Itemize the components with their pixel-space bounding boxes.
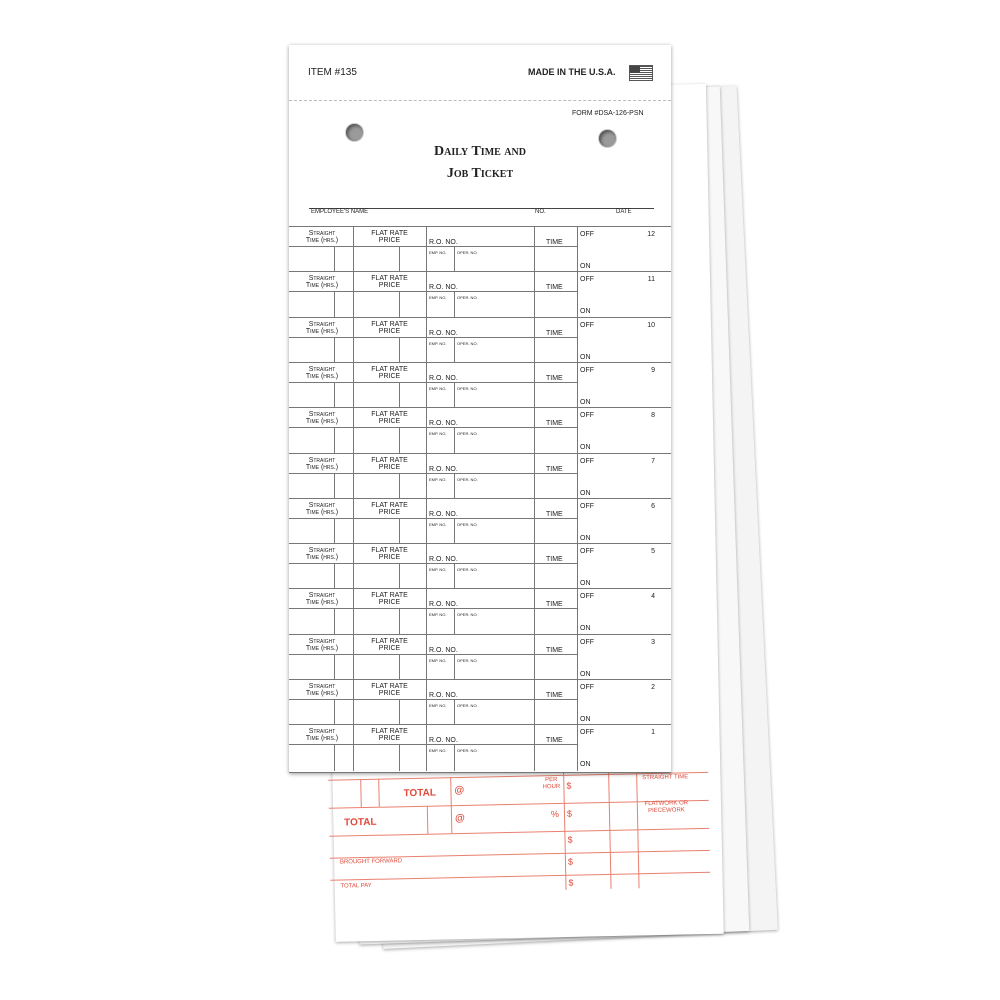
row-divider bbox=[426, 454, 427, 499]
row-divider bbox=[353, 363, 354, 408]
row-divider bbox=[577, 363, 578, 408]
dollar-label-2: $ bbox=[566, 808, 573, 819]
on-label: ON bbox=[580, 580, 591, 588]
off-label: OFF bbox=[580, 366, 594, 374]
row-divider bbox=[334, 519, 335, 544]
ro-no-label: R.O. NO. bbox=[429, 239, 458, 246]
row-divider bbox=[577, 499, 578, 544]
row-divider bbox=[577, 227, 578, 272]
percent-label: % bbox=[550, 808, 560, 820]
row-divider bbox=[399, 383, 400, 408]
row-divider bbox=[334, 609, 335, 634]
price-label: PRICE bbox=[378, 327, 401, 335]
price-label: PRICE bbox=[378, 644, 401, 652]
row-number: 5 bbox=[651, 548, 655, 556]
row-divider bbox=[399, 519, 400, 544]
row-midline bbox=[289, 473, 577, 474]
flatwork-label: FLATWORK OR PIECEWORK bbox=[644, 800, 689, 815]
row-divider bbox=[426, 408, 427, 453]
ro-no-label: R.O. NO. bbox=[429, 465, 458, 473]
row-divider bbox=[334, 383, 335, 408]
oper-no-label: OPER. NO. bbox=[457, 703, 478, 708]
row-divider bbox=[577, 544, 578, 589]
emp-no-label: EMP. NO. bbox=[429, 748, 447, 754]
row-midline bbox=[289, 654, 577, 655]
row-divider bbox=[426, 589, 427, 634]
ro-no-label: R.O. NO. bbox=[429, 284, 458, 292]
row-divider bbox=[577, 318, 578, 363]
at-label-1: @ bbox=[454, 784, 465, 797]
row-divider bbox=[534, 499, 535, 544]
row-divider bbox=[353, 318, 354, 363]
time-label: TIME bbox=[546, 284, 563, 292]
row-number: 10 bbox=[647, 321, 655, 329]
row-divider bbox=[454, 247, 455, 272]
time-hrs-label: Time (hrs.) bbox=[305, 508, 339, 516]
row-divider bbox=[454, 292, 455, 317]
row-divider bbox=[334, 247, 335, 272]
ro-no-label: R.O. NO. bbox=[429, 692, 458, 699]
row-divider bbox=[334, 564, 335, 589]
emp-no-label: EMP. NO. bbox=[429, 295, 447, 301]
price-label: PRICE bbox=[378, 418, 401, 426]
row-divider bbox=[454, 745, 455, 770]
on-label: ON bbox=[580, 625, 591, 633]
row-divider bbox=[534, 318, 535, 363]
emp-no-label: EMP. NO. bbox=[429, 567, 447, 573]
straight-time-label: STRAIGHT TIME bbox=[642, 774, 689, 782]
form-bottom-line bbox=[289, 772, 671, 773]
time-row bbox=[289, 679, 671, 725]
time-row bbox=[289, 271, 671, 317]
on-label: ON bbox=[580, 353, 591, 361]
price-label: PRICE bbox=[378, 372, 401, 380]
pay-divider bbox=[608, 764, 612, 889]
row-divider bbox=[534, 363, 535, 408]
row-divider bbox=[577, 635, 578, 680]
ro-no-label: R.O. NO. bbox=[429, 646, 458, 654]
no-label: NO. bbox=[535, 209, 546, 215]
row-midline bbox=[289, 608, 577, 609]
row-divider bbox=[577, 725, 578, 770]
pay-divider bbox=[636, 763, 640, 888]
ro-no-label: R.O. NO. bbox=[429, 510, 458, 518]
ticket-stub bbox=[289, 45, 671, 100]
row-number: 9 bbox=[651, 366, 655, 374]
emp-no-label: EMP. NO. bbox=[429, 250, 447, 255]
employee-name-label: EMPLOYEE'S NAME bbox=[311, 209, 369, 215]
row-divider bbox=[353, 499, 354, 544]
row-divider bbox=[334, 474, 335, 499]
on-label: ON bbox=[580, 670, 591, 678]
pay-divider bbox=[360, 779, 362, 807]
oper-no-label: OPER. NO. bbox=[457, 567, 478, 573]
per-hour-label: PER HOUR bbox=[542, 776, 561, 791]
row-divider bbox=[353, 589, 354, 634]
row-midline bbox=[289, 744, 577, 745]
ro-no-label: R.O. NO. bbox=[429, 601, 458, 609]
flat-rate-label: FLAT RATE bbox=[371, 592, 408, 600]
flat-rate-label: FLAT RATE bbox=[371, 320, 408, 328]
made-in-label: MADE IN THE U.S.A. bbox=[528, 67, 616, 77]
flat-rate-label: FLAT RATE bbox=[371, 728, 408, 736]
pay-divider bbox=[427, 806, 429, 834]
date-label: DATE bbox=[616, 209, 632, 215]
row-divider bbox=[399, 745, 400, 770]
row-divider bbox=[426, 544, 427, 589]
row-divider bbox=[334, 428, 335, 453]
emp-no-label: EMP. NO. bbox=[429, 521, 447, 527]
at-label-2: @ bbox=[454, 812, 465, 825]
row-midline bbox=[289, 518, 577, 519]
row-divider bbox=[534, 227, 535, 272]
time-label: TIME bbox=[546, 329, 563, 337]
emp-no-label: EMP. NO. bbox=[429, 612, 447, 618]
row-divider bbox=[426, 227, 427, 272]
time-hrs-label: Time (hrs.) bbox=[305, 463, 339, 471]
time-row bbox=[289, 498, 671, 544]
emp-no-label: EMP. NO. bbox=[429, 657, 447, 663]
row-divider bbox=[534, 272, 535, 317]
time-label: TIME bbox=[546, 239, 563, 246]
row-number: 3 bbox=[651, 638, 655, 646]
flat-rate-label: FLAT RATE bbox=[371, 501, 408, 509]
flat-rate-label: FLAT RATE bbox=[371, 275, 408, 283]
row-divider bbox=[534, 680, 535, 725]
time-label: TIME bbox=[546, 601, 563, 609]
ro-no-label: R.O. NO. bbox=[429, 737, 458, 745]
punch-hole-icon bbox=[346, 124, 363, 141]
straight-label: Straight bbox=[308, 365, 336, 373]
row-divider bbox=[534, 725, 535, 770]
time-row bbox=[289, 226, 671, 272]
row-divider bbox=[454, 655, 455, 680]
straight-label: Straight bbox=[308, 637, 336, 645]
price-label: PRICE bbox=[378, 554, 401, 562]
row-divider bbox=[577, 408, 578, 453]
pay-line bbox=[329, 828, 709, 837]
time-row bbox=[289, 724, 671, 770]
row-divider bbox=[454, 338, 455, 363]
row-number: 4 bbox=[651, 593, 655, 601]
straight-label: Straight bbox=[308, 456, 336, 464]
straight-label: Straight bbox=[308, 275, 336, 283]
time-hrs-label: Time (hrs.) bbox=[305, 237, 339, 244]
straight-label: Straight bbox=[308, 547, 336, 555]
price-label: PRICE bbox=[378, 599, 401, 607]
straight-label: Straight bbox=[308, 728, 336, 736]
straight-label: Straight bbox=[308, 411, 336, 419]
time-hrs-label: Time (hrs.) bbox=[305, 599, 339, 607]
ro-no-label: R.O. NO. bbox=[429, 420, 458, 428]
straight-label: Straight bbox=[308, 320, 336, 328]
row-midline bbox=[289, 382, 577, 383]
row-divider bbox=[534, 544, 535, 589]
row-divider bbox=[577, 454, 578, 499]
off-label: OFF bbox=[580, 729, 594, 737]
row-divider bbox=[353, 227, 354, 272]
time-hrs-label: Time (hrs.) bbox=[305, 327, 339, 335]
row-divider bbox=[334, 700, 335, 725]
on-label: ON bbox=[580, 489, 591, 497]
off-label: OFF bbox=[580, 412, 594, 420]
time-hrs-label: Time (hrs.) bbox=[305, 282, 339, 290]
on-label: ON bbox=[580, 263, 591, 270]
row-divider bbox=[399, 655, 400, 680]
row-divider bbox=[426, 272, 427, 317]
oper-no-label: OPER. NO. bbox=[457, 340, 478, 346]
flat-rate-label: FLAT RATE bbox=[371, 547, 408, 555]
on-label: ON bbox=[580, 398, 591, 406]
pay-line bbox=[330, 872, 710, 881]
total-label-1: TOTAL bbox=[403, 787, 437, 800]
row-divider bbox=[353, 635, 354, 680]
total-pay-label: TOTAL PAY bbox=[340, 882, 372, 890]
time-hrs-label: Time (hrs.) bbox=[305, 372, 339, 380]
row-number: 7 bbox=[651, 457, 655, 465]
dollar-label-1: $ bbox=[566, 780, 572, 791]
flat-rate-label: FLAT RATE bbox=[371, 230, 408, 237]
time-label: TIME bbox=[546, 556, 563, 564]
row-divider bbox=[353, 680, 354, 725]
pay-line bbox=[330, 850, 710, 859]
emp-no-label: EMP. NO. bbox=[429, 476, 447, 482]
row-number: 2 bbox=[651, 684, 655, 691]
row-midline bbox=[289, 563, 577, 564]
flat-rate-label: FLAT RATE bbox=[371, 365, 408, 373]
row-divider bbox=[426, 680, 427, 725]
time-label: TIME bbox=[546, 465, 563, 473]
off-label: OFF bbox=[580, 321, 594, 329]
ro-no-label: R.O. NO. bbox=[429, 556, 458, 564]
off-label: OFF bbox=[580, 231, 594, 238]
oper-no-label: OPER. NO. bbox=[457, 612, 478, 618]
us-flag-icon bbox=[629, 65, 653, 81]
row-divider bbox=[534, 589, 535, 634]
row-divider bbox=[353, 272, 354, 317]
item-number: ITEM #135 bbox=[308, 67, 357, 78]
flat-rate-label: FLAT RATE bbox=[371, 456, 408, 464]
pay-divider bbox=[378, 779, 380, 807]
brought-forward-label: BROUGHT FORWARD bbox=[339, 858, 403, 866]
time-row bbox=[289, 453, 671, 499]
straight-label: Straight bbox=[308, 230, 336, 237]
row-divider bbox=[353, 454, 354, 499]
oper-no-label: OPER. NO. bbox=[457, 521, 478, 527]
time-row bbox=[289, 317, 671, 363]
emp-no-label: EMP. NO. bbox=[429, 340, 447, 346]
time-hrs-label: Time (hrs.) bbox=[305, 644, 339, 652]
row-midline bbox=[289, 246, 577, 247]
time-hrs-label: Time (hrs.) bbox=[305, 418, 339, 426]
on-label: ON bbox=[580, 308, 591, 316]
row-divider bbox=[399, 700, 400, 725]
row-divider bbox=[399, 474, 400, 499]
emp-no-label: EMP. NO. bbox=[429, 703, 447, 708]
time-label: TIME bbox=[546, 374, 563, 382]
row-divider bbox=[334, 338, 335, 363]
dollar-label-4: $ bbox=[567, 856, 574, 867]
row-divider bbox=[454, 519, 455, 544]
row-divider bbox=[454, 428, 455, 453]
row-divider bbox=[534, 454, 535, 499]
row-divider bbox=[353, 408, 354, 453]
time-row bbox=[289, 362, 671, 408]
time-ticket-sheet bbox=[289, 45, 671, 773]
time-label: TIME bbox=[546, 692, 563, 699]
time-row bbox=[289, 634, 671, 680]
row-divider bbox=[334, 745, 335, 770]
straight-label: Straight bbox=[308, 592, 336, 600]
off-label: OFF bbox=[580, 638, 594, 646]
oper-no-label: OPER. NO. bbox=[457, 295, 478, 301]
flat-rate-label: FLAT RATE bbox=[371, 683, 408, 690]
time-row bbox=[289, 543, 671, 589]
on-label: ON bbox=[580, 761, 591, 769]
time-row bbox=[289, 407, 671, 453]
row-number: 11 bbox=[647, 276, 655, 284]
price-label: PRICE bbox=[378, 463, 401, 471]
off-label: OFF bbox=[580, 502, 594, 510]
row-divider bbox=[454, 564, 455, 589]
row-number: 12 bbox=[647, 231, 655, 238]
row-divider bbox=[426, 318, 427, 363]
row-divider bbox=[353, 544, 354, 589]
row-divider bbox=[454, 700, 455, 725]
row-number: 6 bbox=[651, 502, 655, 510]
row-divider bbox=[399, 564, 400, 589]
total-label-2: TOTAL bbox=[343, 816, 377, 829]
time-label: TIME bbox=[546, 420, 563, 428]
time-label: TIME bbox=[546, 737, 563, 745]
ro-no-label: R.O. NO. bbox=[429, 329, 458, 337]
row-divider bbox=[454, 609, 455, 634]
time-label: TIME bbox=[546, 646, 563, 654]
off-label: OFF bbox=[580, 276, 594, 284]
off-label: OFF bbox=[580, 548, 594, 556]
dollar-label-5: $ bbox=[568, 877, 574, 888]
row-divider bbox=[426, 363, 427, 408]
row-divider bbox=[334, 655, 335, 680]
row-midline bbox=[289, 699, 577, 700]
row-divider bbox=[426, 635, 427, 680]
row-divider bbox=[399, 247, 400, 272]
row-divider bbox=[426, 499, 427, 544]
row-divider bbox=[426, 725, 427, 770]
straight-label: Straight bbox=[308, 501, 336, 509]
row-divider bbox=[399, 338, 400, 363]
off-label: OFF bbox=[580, 684, 594, 691]
row-divider bbox=[334, 292, 335, 317]
time-row bbox=[289, 588, 671, 634]
flat-rate-label: FLAT RATE bbox=[371, 637, 408, 645]
emp-no-label: EMP. NO. bbox=[429, 385, 447, 391]
row-midline bbox=[289, 291, 577, 292]
row-divider bbox=[399, 428, 400, 453]
oper-no-label: OPER. NO. bbox=[457, 748, 478, 754]
row-divider bbox=[399, 609, 400, 634]
flat-rate-label: FLAT RATE bbox=[371, 411, 408, 419]
row-divider bbox=[454, 383, 455, 408]
form-number: FORM #DSA-126-PSN bbox=[572, 110, 644, 117]
on-label: ON bbox=[580, 534, 591, 542]
price-label: PRICE bbox=[378, 735, 401, 743]
form-title-line1: Daily Time and bbox=[434, 144, 526, 159]
row-divider bbox=[534, 408, 535, 453]
oper-no-label: OPER. NO. bbox=[457, 385, 478, 391]
row-divider bbox=[577, 589, 578, 634]
price-label: PRICE bbox=[378, 282, 401, 290]
oper-no-label: OPER. NO. bbox=[457, 431, 478, 437]
off-label: OFF bbox=[580, 457, 594, 465]
emp-no-label: EMP. NO. bbox=[429, 431, 447, 437]
straight-label: Straight bbox=[308, 683, 336, 690]
time-label: TIME bbox=[546, 510, 563, 518]
price-label: PRICE bbox=[378, 690, 401, 697]
price-label: PRICE bbox=[378, 508, 401, 516]
oper-no-label: OPER. NO. bbox=[457, 476, 478, 482]
row-midline bbox=[289, 427, 577, 428]
form-title-line2: Job Ticket bbox=[446, 166, 514, 181]
price-label: PRICE bbox=[378, 237, 401, 244]
pay-summary-form bbox=[318, 762, 721, 940]
row-divider bbox=[399, 292, 400, 317]
row-divider bbox=[454, 474, 455, 499]
ro-no-label: R.O. NO. bbox=[429, 374, 458, 382]
time-hrs-label: Time (hrs.) bbox=[305, 554, 339, 562]
row-midline bbox=[289, 337, 577, 338]
oper-no-label: OPER. NO. bbox=[457, 250, 478, 255]
off-label: OFF bbox=[580, 593, 594, 601]
row-number: 1 bbox=[651, 729, 655, 737]
row-number: 8 bbox=[651, 412, 655, 420]
dollar-label-3: $ bbox=[567, 834, 573, 845]
row-divider bbox=[577, 680, 578, 725]
row-divider bbox=[534, 635, 535, 680]
on-label: ON bbox=[580, 716, 591, 723]
time-hrs-label: Time (hrs.) bbox=[305, 735, 339, 743]
time-hrs-label: Time (hrs.) bbox=[305, 690, 339, 697]
row-divider bbox=[353, 725, 354, 770]
perforation-line bbox=[289, 100, 671, 101]
oper-no-label: OPER. NO. bbox=[457, 657, 478, 663]
on-label: ON bbox=[580, 444, 591, 452]
row-divider bbox=[577, 272, 578, 317]
